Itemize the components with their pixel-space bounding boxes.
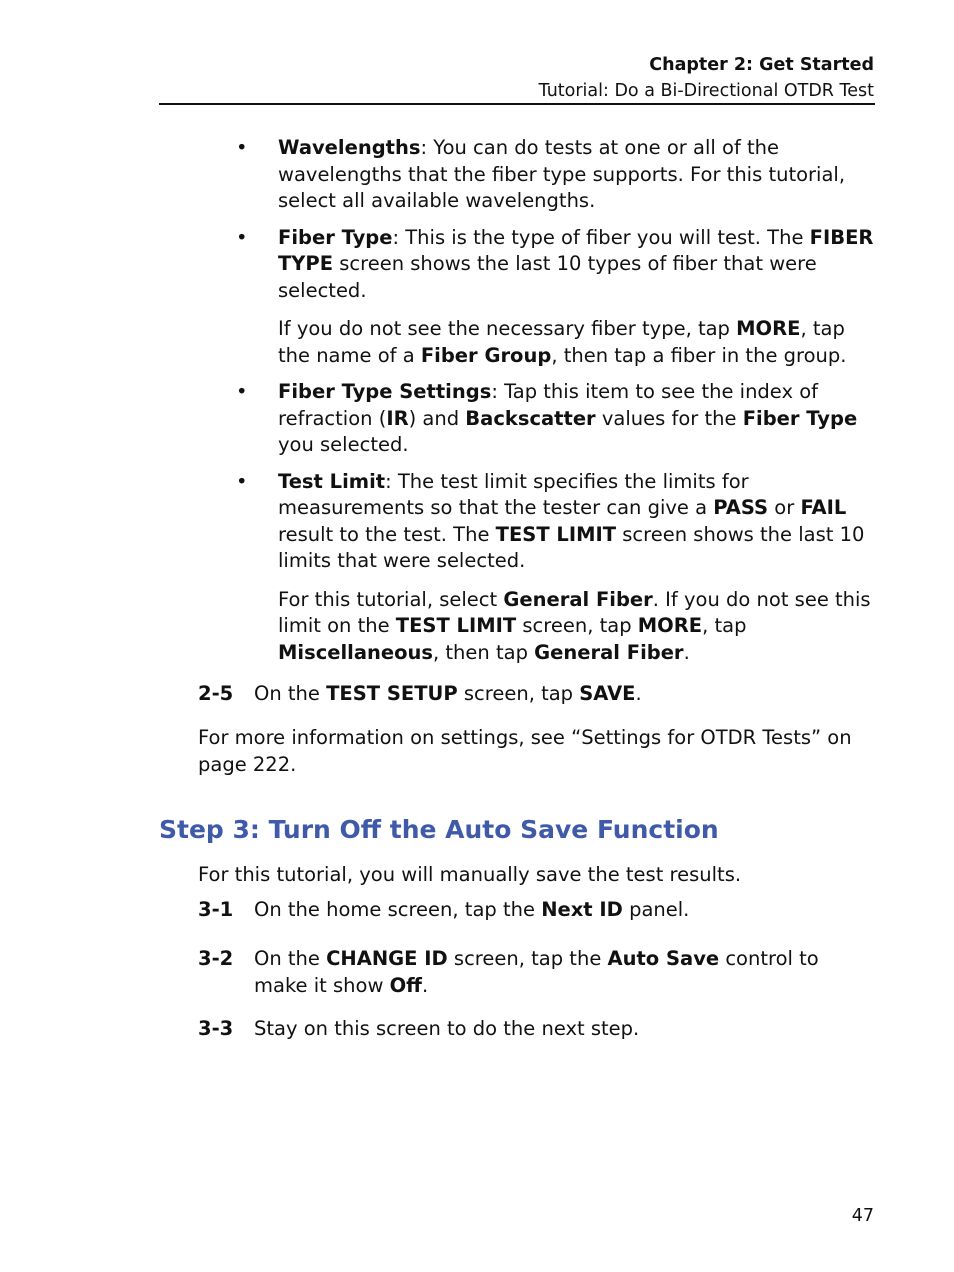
term-fiber-type: Fiber Type: [278, 225, 393, 249]
section-title: Tutorial: Do a Bi-Directional OTDR Test: [538, 81, 874, 101]
term-test-limit: Test Limit: [278, 469, 386, 493]
note-text: , then tap a fiber in the group.: [551, 343, 847, 367]
fiber-type-note: [278, 316, 878, 369]
chapter-title: Chapter 2: Get Started: [649, 55, 874, 75]
note-text: .: [683, 640, 690, 664]
bullet-text: : This is the type of fiber you will test. The: [392, 225, 810, 249]
note-text: , tap: [702, 614, 747, 637]
bullet-dot: •: [236, 469, 248, 493]
bold-text: TEST LIMIT: [495, 522, 617, 546]
section-heading: Step 3: Turn Off the Auto Save Function: [159, 815, 719, 844]
step-2-5: [198, 681, 878, 708]
step-number: 3-3: [198, 1017, 234, 1040]
note-text: . If you do not see this limit on the: [278, 587, 871, 637]
bold-text: Fiber Group: [420, 343, 552, 367]
note-text: For this tutorial, select: [278, 587, 504, 611]
step-text-part: screen, tap: [457, 682, 580, 705]
bullet-fiber-type-settings: [236, 379, 878, 459]
step-text: Stay on this screen to do the next step.: [254, 1017, 640, 1040]
bullet-text: : Tap this item to see the index of refraction (: [278, 380, 818, 430]
bullet-text: screen shows the last 10 types of fiber that were selected.: [278, 252, 817, 302]
bullet-dot: •: [236, 225, 248, 249]
step-text-part: screen, tap the: [447, 947, 608, 970]
step-text-part: .: [635, 682, 642, 705]
term-wavelengths: Wavelengths: [278, 136, 421, 159]
bold-text: SAVE: [579, 682, 636, 705]
note-text: If you do not see the necessary fiber type, tap: [278, 317, 737, 340]
bullet-fiber-type: [236, 225, 878, 370]
bullet-wavelengths: [236, 135, 878, 215]
bold-text: General Fiber: [503, 587, 653, 611]
bold-text: Next ID: [541, 898, 623, 921]
note-text: screen, tap: [516, 614, 638, 637]
more-info-paragraph: For more information on settings, see “Settings for OTDR Tests” on page 222.: [198, 726, 852, 776]
bullet-text: screen shows the last 10 limits that were selected.: [278, 522, 865, 572]
bold-text: General Fiber: [534, 640, 684, 664]
bullet-text: result to the test. The: [278, 522, 496, 546]
bullet-text: values for the: [595, 406, 743, 430]
step-text: [254, 681, 878, 708]
step-number: 2-5: [198, 682, 234, 705]
bullet-text: you selected.: [278, 433, 409, 456]
bold-text: Backscatter: [465, 406, 596, 430]
step-number: 3-1: [198, 898, 234, 921]
bullet-text: ) and: [408, 406, 466, 430]
test-limit-note: [278, 587, 878, 667]
bullet-text: : You can do tests at one or all of the wavelengths that the fiber type supports. For this tutorial, select all available wavelengths.: [278, 136, 846, 212]
bold-text: CHANGE ID: [326, 947, 448, 970]
step-text-part: panel.: [622, 898, 690, 921]
running-header: [539, 52, 874, 104]
bullet-test-limit: [236, 469, 878, 667]
bold-text: Auto Save: [607, 947, 720, 970]
header-divider: [159, 103, 875, 105]
step-text: [254, 946, 878, 999]
step-text-part: control to make it show: [254, 947, 819, 997]
step-3-3: [198, 1016, 878, 1043]
step-text-part: .: [421, 973, 429, 997]
step-3-2: [198, 946, 878, 999]
bold-text: FIBER TYPE: [278, 225, 874, 275]
bullet-text: or: [768, 496, 801, 519]
page-number: 47: [851, 1206, 874, 1226]
bold-text: MORE: [736, 317, 801, 340]
bullet-text: : The test limit specifies the limits for measurements so that the tester can give a: [278, 469, 749, 519]
bold-text: Fiber Type: [742, 406, 858, 430]
term-fiber-type-settings: Fiber Type Settings: [278, 380, 492, 403]
step-text-part: On the: [254, 947, 327, 970]
step-number: 3-2: [198, 947, 234, 970]
bold-text: TEST LIMIT: [395, 614, 517, 637]
bold-text: FAIL: [800, 496, 847, 519]
bold-text: IR: [386, 406, 409, 430]
bold-text: TEST SETUP: [326, 682, 458, 705]
settings-bullet-list: [236, 135, 878, 676]
bullet-dot: •: [236, 136, 248, 159]
step-text-part: On the: [254, 682, 327, 705]
note-text: , tap the name of a: [278, 317, 845, 367]
bold-text: PASS: [713, 496, 769, 519]
step-3-1: [198, 897, 878, 924]
bold-text: Miscellaneous: [278, 640, 434, 664]
bold-text: MORE: [637, 614, 703, 637]
intro-paragraph: For this tutorial, you will manually save the test results.: [198, 863, 742, 886]
step-text-part: On the home screen, tap the: [254, 898, 542, 921]
bold-text: Off: [389, 973, 422, 997]
note-text: , then tap: [433, 640, 535, 664]
step-text: [254, 897, 878, 924]
bullet-dot: •: [236, 380, 248, 403]
